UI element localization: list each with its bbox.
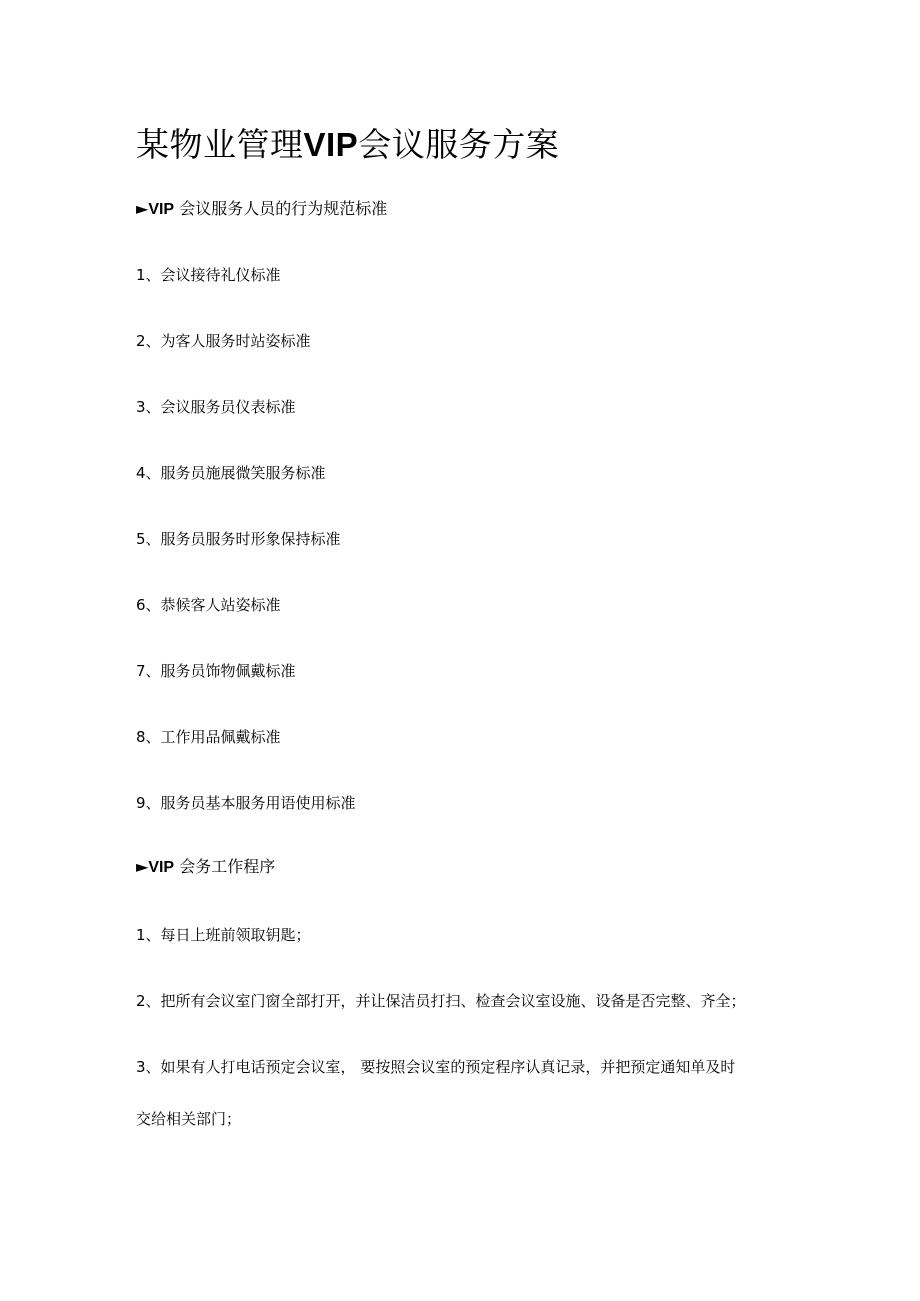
section-heading-work-procedure bbox=[136, 856, 275, 879]
list-item: 2、为客人服务时站姿标准 bbox=[136, 332, 311, 350]
list-item: 1、会议接待礼仪标准 bbox=[136, 266, 281, 284]
procedure-step: 1、每日上班前领取钥匙； bbox=[136, 926, 311, 944]
list-item: 3、会议服务员仪表标准 bbox=[136, 398, 296, 416]
list-item: 5、服务员服务时形象保持标准 bbox=[136, 530, 341, 548]
list-item: 7、服务员饰物佩戴标准 bbox=[136, 662, 296, 680]
section-heading-text: 会议服务人员的行为规范标准 bbox=[174, 199, 388, 218]
list-item: 6、恭候客人站姿标准 bbox=[136, 596, 281, 614]
list-item: 4、服务员施展微笑服务标准 bbox=[136, 464, 326, 482]
document-title bbox=[136, 120, 559, 170]
title-suffix: 会议服务方案 bbox=[358, 125, 560, 164]
title-prefix: 某物业管理 bbox=[136, 125, 304, 164]
section-heading-text: 会务工作程序 bbox=[174, 857, 276, 876]
triangle-bullet-icon: ► bbox=[136, 199, 149, 218]
section-heading-vip: VIP bbox=[148, 201, 175, 218]
section-heading-behavior-standards bbox=[136, 198, 387, 221]
list-item: 9、服务员基本服务用语使用标准 bbox=[136, 794, 356, 812]
list-item: 8、工作用品佩戴标准 bbox=[136, 728, 281, 746]
section-heading-vip: VIP bbox=[148, 859, 175, 876]
procedure-step-continuation: 交给相关部门； bbox=[136, 1110, 242, 1128]
triangle-bullet-icon: ► bbox=[136, 857, 149, 876]
procedure-step: 3、如果有人打电话预定会议室， 要按照会议室的预定程序认真记录，并把预定通知单及时 bbox=[136, 1058, 736, 1076]
title-vip: VIP bbox=[303, 126, 359, 163]
procedure-step: 2、把所有会议室门窗全部打开，并让保洁员打扫、检查会议室设施、设备是否完整、齐全； bbox=[136, 992, 746, 1010]
